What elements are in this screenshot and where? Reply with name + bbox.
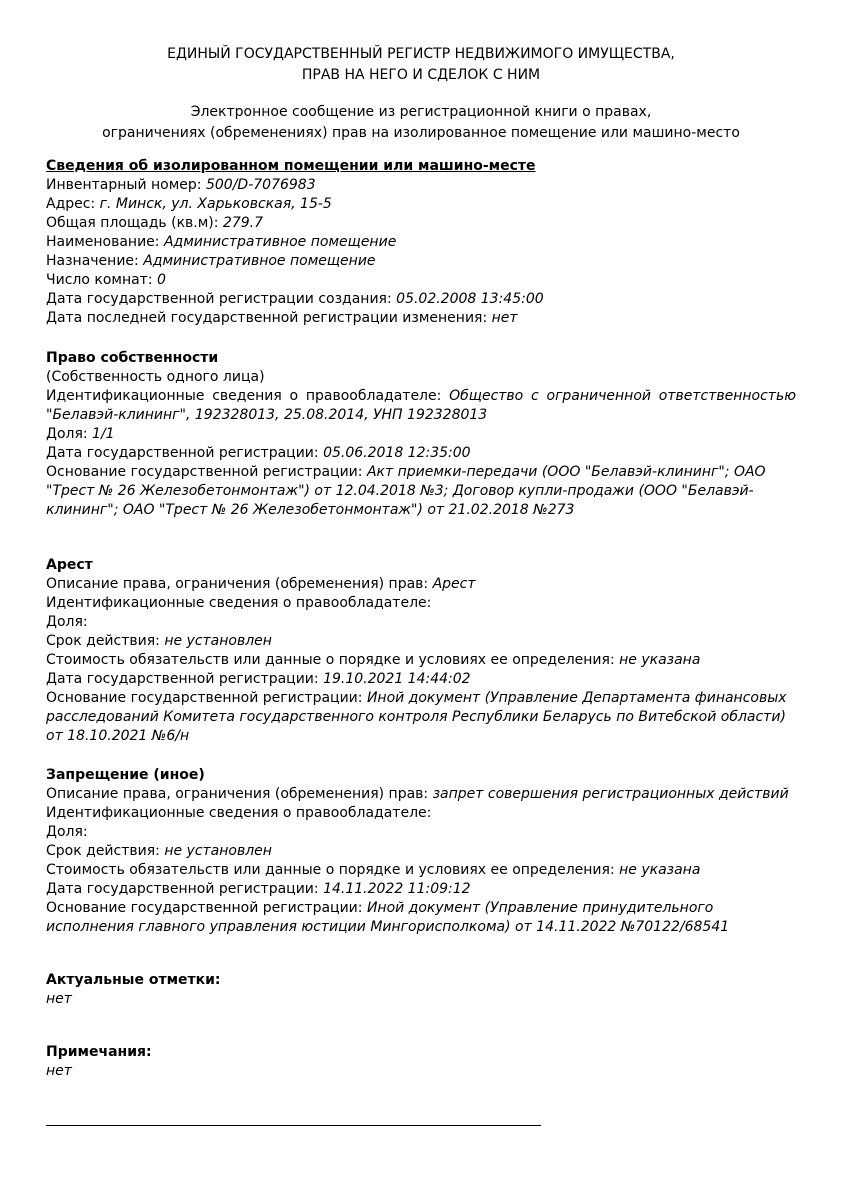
field-value: запрет совершения регистрационных действий: [432, 786, 789, 802]
field-row: [46, 689, 796, 746]
field-row: [46, 632, 796, 651]
field-row: [46, 842, 796, 861]
section-notes: [46, 1043, 796, 1081]
field-row: [46, 670, 796, 689]
section-ownership-right: [46, 349, 796, 520]
field-row: [46, 271, 796, 290]
field-row: [46, 176, 796, 195]
section-heading: Право собственности: [46, 350, 219, 366]
field-label: Доля:: [46, 614, 88, 630]
field-label: Доля:: [46, 426, 88, 442]
field-label: Адрес:: [46, 196, 96, 212]
field-value: Акт приемки-передачи (ООО "Белавэй-клининг"; ОАО "Трест № 26 Железобетонмонтаж") от 12.04.2018 №3; Договор купли-продажи (ООО "Белавэй-клининг"; ОАО "Трест № 26 Железобетонмонтаж") от 21.02.2018 №273: [46, 464, 766, 518]
field-value: нет: [491, 310, 518, 326]
document-subtitle: [46, 102, 796, 144]
field-label: Инвентарный номер:: [46, 177, 202, 193]
section-heading: Запрещение (иное): [46, 767, 205, 783]
field-value: Иной документ (Управление Департамента финансовых расследований Комитета государственного контроля Республики Беларусь по Витебской области) от 18.10.2021 №6/н: [46, 690, 787, 744]
field-value: нет: [46, 1063, 72, 1079]
field-value: 05.06.2018 12:35:00: [323, 445, 471, 461]
field-value: 19.10.2021 14:44:02: [323, 671, 471, 687]
field-row: [46, 651, 796, 670]
field-row: [46, 444, 796, 463]
field-row: [46, 594, 796, 613]
field-value: 14.11.2022 11:09:12: [323, 881, 471, 897]
field-value: г. Минск, ул. Харьковская, 15-5: [99, 196, 332, 212]
field-value: 1/1: [92, 426, 115, 442]
field-row: [46, 785, 796, 804]
field-label: Дата государственной регистрации:: [46, 671, 319, 687]
field-value: Общество с ограниченной ответственностью "Белавэй-клининг", 192328013, 25.08.2014, УНП 192328013: [46, 388, 796, 423]
field-row: [46, 463, 796, 520]
field-label: Основание государственной регистрации:: [46, 690, 363, 706]
document-title-line1: ЕДИНЫЙ ГОСУДАРСТВЕННЫЙ РЕГИСТР НЕДВИЖИМОГО ИМУЩЕСТВА,: [167, 46, 675, 62]
field-row: [46, 823, 796, 842]
field-label: Основание государственной регистрации:: [46, 900, 363, 916]
document-subtitle-line2: ограничениях (обременениях) прав на изолированное помещение или машино-место: [102, 125, 740, 141]
field-label: Основание государственной регистрации:: [46, 464, 363, 480]
field-value: 0: [157, 272, 166, 288]
field-row: [46, 1062, 796, 1081]
field-row: [46, 195, 796, 214]
field-label: Дата государственной регистрации:: [46, 445, 319, 461]
field-row: [46, 990, 796, 1009]
signature-line: [46, 1125, 541, 1126]
field-label: Срок действия:: [46, 633, 160, 649]
field-row: [46, 214, 796, 233]
field-row: [46, 290, 796, 309]
section-heading: Примечания:: [46, 1044, 152, 1060]
field-row: [46, 309, 796, 328]
field-row: [46, 233, 796, 252]
field-value: не указана: [619, 862, 701, 878]
section-property-info: [46, 157, 796, 328]
field-row: [46, 899, 796, 937]
field-row: [46, 804, 796, 823]
document-title-line2: ПРАВ НА НЕГО И СДЕЛОК С НИМ: [301, 67, 541, 83]
field-value: Административное помещение: [163, 234, 397, 250]
field-value: Арест: [432, 576, 476, 592]
field-label: Общая площадь (кв.м):: [46, 215, 219, 231]
field-label: Назначение:: [46, 253, 139, 269]
section-heading: Актуальные отметки:: [46, 972, 221, 988]
field-row: [46, 861, 796, 880]
document-subtitle-line1: Электронное сообщение из регистрационной книги о правах,: [190, 104, 652, 120]
section-heading: Сведения об изолированном помещении или машино-месте: [46, 158, 536, 174]
field-label: Дата государственной регистрации:: [46, 881, 319, 897]
field-label: Идентификационные сведения о правообладателе:: [46, 595, 432, 611]
field-label: Наименование:: [46, 234, 160, 250]
field-label: Срок действия:: [46, 843, 160, 859]
field-value: Иной документ (Управление принудительного исполнения главного управления юстиции Мингорисполкома) от 14.11.2022 №70122/68541: [46, 900, 730, 935]
field-row: [46, 613, 796, 632]
field-row: [46, 575, 796, 594]
document-title: [46, 44, 796, 86]
field-value: не установлен: [164, 843, 272, 859]
field-value: нет: [46, 991, 72, 1007]
field-value: 05.02.2008 13:45:00: [396, 291, 544, 307]
field-value: не указана: [619, 652, 701, 668]
field-label: Число комнат:: [46, 272, 153, 288]
document-sections: [46, 157, 796, 1081]
field-label: Стоимость обязательств или данные о порядке и условиях ее определения:: [46, 862, 615, 878]
section-heading: Арест: [46, 557, 93, 573]
section-actual-marks: [46, 971, 796, 1009]
field-value: 279.7: [222, 215, 264, 231]
field-label: Описание права, ограничения (обременения) прав:: [46, 786, 429, 802]
field-value: 500/D-7076983: [205, 177, 316, 193]
field-label: Доля:: [46, 824, 88, 840]
field-row: [46, 880, 796, 899]
field-label: (Собственность одного лица): [46, 369, 265, 385]
field-value: не установлен: [164, 633, 272, 649]
field-row: [46, 425, 796, 444]
section-prohibition-other: [46, 766, 796, 937]
field-label: Идентификационные сведения о правообладателе:: [46, 388, 442, 404]
field-row: [46, 387, 796, 425]
section-arrest: [46, 556, 796, 746]
field-label: Дата государственной регистрации создания:: [46, 291, 392, 307]
field-label: Дата последней государственной регистрации изменения:: [46, 310, 488, 326]
field-label: Идентификационные сведения о правообладателе:: [46, 805, 432, 821]
field-row: [46, 368, 796, 387]
field-label: Описание права, ограничения (обременения) прав:: [46, 576, 429, 592]
field-row: [46, 252, 796, 271]
field-value: Административное помещение: [143, 253, 376, 269]
field-label: Стоимость обязательств или данные о порядке и условиях ее определения:: [46, 652, 615, 668]
